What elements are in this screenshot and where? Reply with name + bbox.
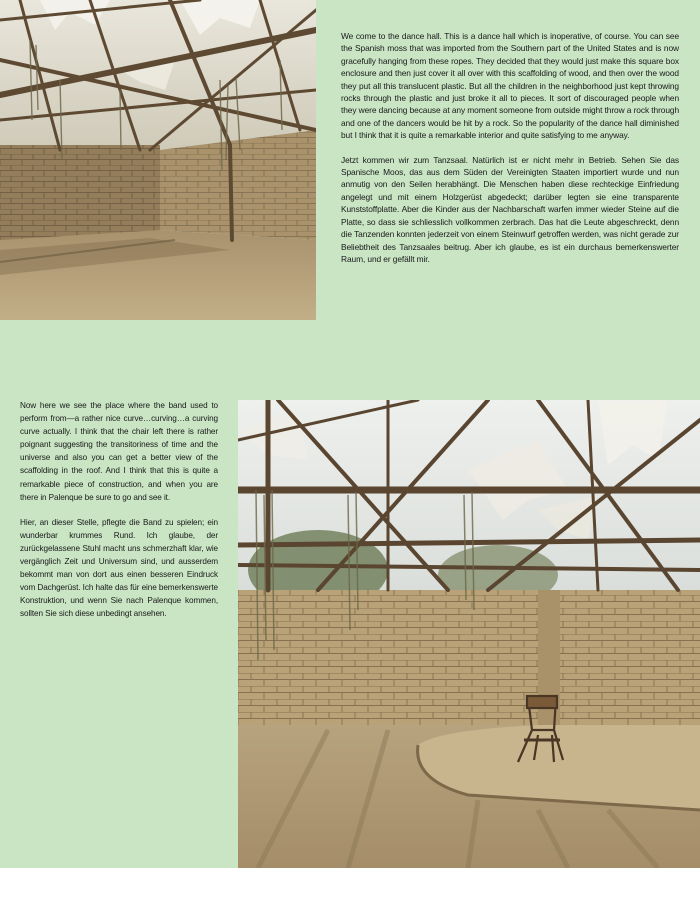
dance-hall-text-german: Jetzt kommen wir zum Tanzsaal. Natürlich ist er nicht mehr in Betrieb. Sehen Sie das Spanische Moos, das aus dem Süden der Vereinigten Staaten importiert wurde und nun anmutig von den Seilen herabhängt. Die Menschen haben diese rechteckige Einfriedung angelegt und mit einem Holzgerüst abgedeckt; darüber legten sie eine transparente Kunststoffplatte. Aber die Kinder aus der Nachbarschaft warfen immer wieder Steine auf die Platte, so dass sie schliesslich vollkommen zerbrach. Das hat die Leute abgeschreckt, denn die Tanzenden konnten jederzeit von einem Steinwurf getroffen werden, was nicht gerade zur Beliebtheit des Tanzsaales beitrug. Aber ich glaube, es ist ein durchaus bemerkenswerter Raum, und er gefällt mir. (341, 154, 679, 264)
band-place-text-german: Hier, an dieser Stelle, pflegte die Band zu spielen; ein wunderbar krummes Rund. Ich glaube, der zurückgelassene Stuhl macht uns schmerzhaft klar, wie vergänglich Zeit und Universum sind, und ausserdem bekommt man von dort aus einen besseren Eindruck vom Dachgerüst. Ich halte das für eine bemerkenswerte Konstruktion, und wenn Sie nach Palenque kommen, sollten Sie sich diese unbedingt ansehen. (20, 517, 218, 619)
band-place-text-english: Now here we see the place where the band used to perform from—a rather nice curve…curving…a curving curve actually. I think that the chair left there is rather poignant suggesting the transitoriness of time and the universe and also you can get a better view of the scaffolding in the roof. And I think that this is quite a remarkable piece of construction, and when you are there in Palenque be sure to go and see it. (20, 401, 218, 502)
band-place-text (20, 399, 218, 633)
page-bottom-margin (0, 868, 700, 900)
dance-hall-text-english: We come to the dance hall. This is a dance hall which is inoperative, of course. You can see the Spanish moss that was imported from the Southern part of the United States and is now gracefully hanging from these ropes. They decided that they would just make this square box enclosure and then just cover it all over with this scaffolding of wood, and then over the wood they put all this translucent plastic. But all the children in the neighborhood just kept throwing rocks through the plastic and just broke it all to pieces. It sort of discouraged people when they were dancing because at any moment someone from outside might throw a rock through and one of the dancers would be hit by a rock. So the popularity of the dance hall diminished but I think that it is quite a remarkable interior and quite satisfying to me anyway. (341, 31, 679, 141)
dance-hall-photo (0, 0, 316, 320)
band-stage-photo (238, 400, 700, 868)
dance-hall-text (341, 30, 679, 277)
